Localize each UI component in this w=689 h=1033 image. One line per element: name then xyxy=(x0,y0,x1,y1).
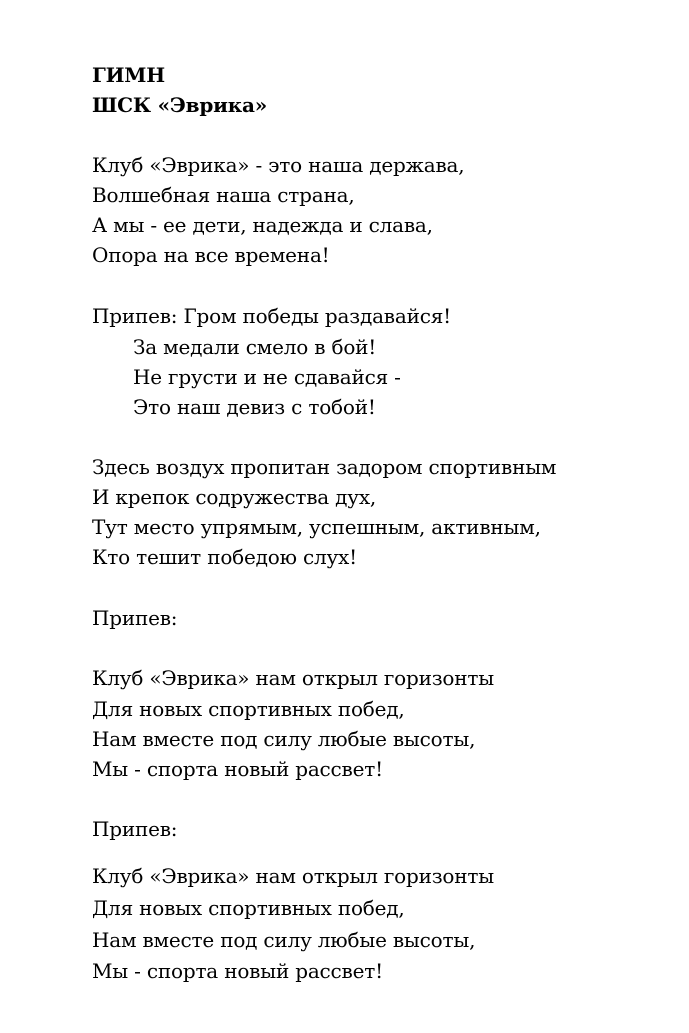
chorus-line-4: Это наш девиз с тобой! xyxy=(133,395,376,419)
verse-3-line-3: Нам вместе под силу любые высоты, xyxy=(92,727,476,751)
chorus-first-line: Припев: Гром победы раздавайся! xyxy=(92,304,451,328)
verse-3-line-2: Для новых спортивных побед, xyxy=(92,697,405,721)
verse-1-line-3: А мы - ее дети, надежда и слава, xyxy=(92,213,433,237)
verse-2-line-2: И крепок содружества дух, xyxy=(92,485,377,509)
title-line-2: ШСК «Эврика» xyxy=(92,93,268,117)
chorus-line-3: Не грусти и не сдавайся - xyxy=(133,365,401,389)
verse-3-line-4: Мы - спорта новый рассвет! xyxy=(92,757,383,781)
verse-4-line-1: Клуб «Эврика» нам открыл горизонты xyxy=(92,864,494,888)
verse-1-line-4: Опора на все времена! xyxy=(92,243,330,267)
verse-3-line-1: Клуб «Эврика» нам открыл горизонты xyxy=(92,666,494,690)
verse-1-line-1: Клуб «Эврика» - это наша держава, xyxy=(92,153,465,177)
chorus-line-2: За медали смело в бой! xyxy=(133,335,377,359)
verse-4-line-3: Нам вместе под силу любые высоты, xyxy=(92,928,476,952)
verse-2-line-4: Кто тешит победою слух! xyxy=(92,545,357,569)
verse-1-line-2: Волшебная наша страна, xyxy=(92,183,355,207)
verse-4-line-2: Для новых спортивных побед, xyxy=(92,896,405,920)
verse-2-line-3: Тут место упрямым, успешным, активным, xyxy=(92,515,541,539)
chorus-ref-2: Припев: xyxy=(92,817,178,841)
verse-4-line-4: Мы - спорта новый рассвет! xyxy=(92,959,383,983)
verse-2-line-1: Здесь воздух пропитан задором спортивным xyxy=(92,455,557,479)
chorus-ref-1: Припев: xyxy=(92,606,178,630)
title-line-1: ГИМН xyxy=(92,63,165,87)
